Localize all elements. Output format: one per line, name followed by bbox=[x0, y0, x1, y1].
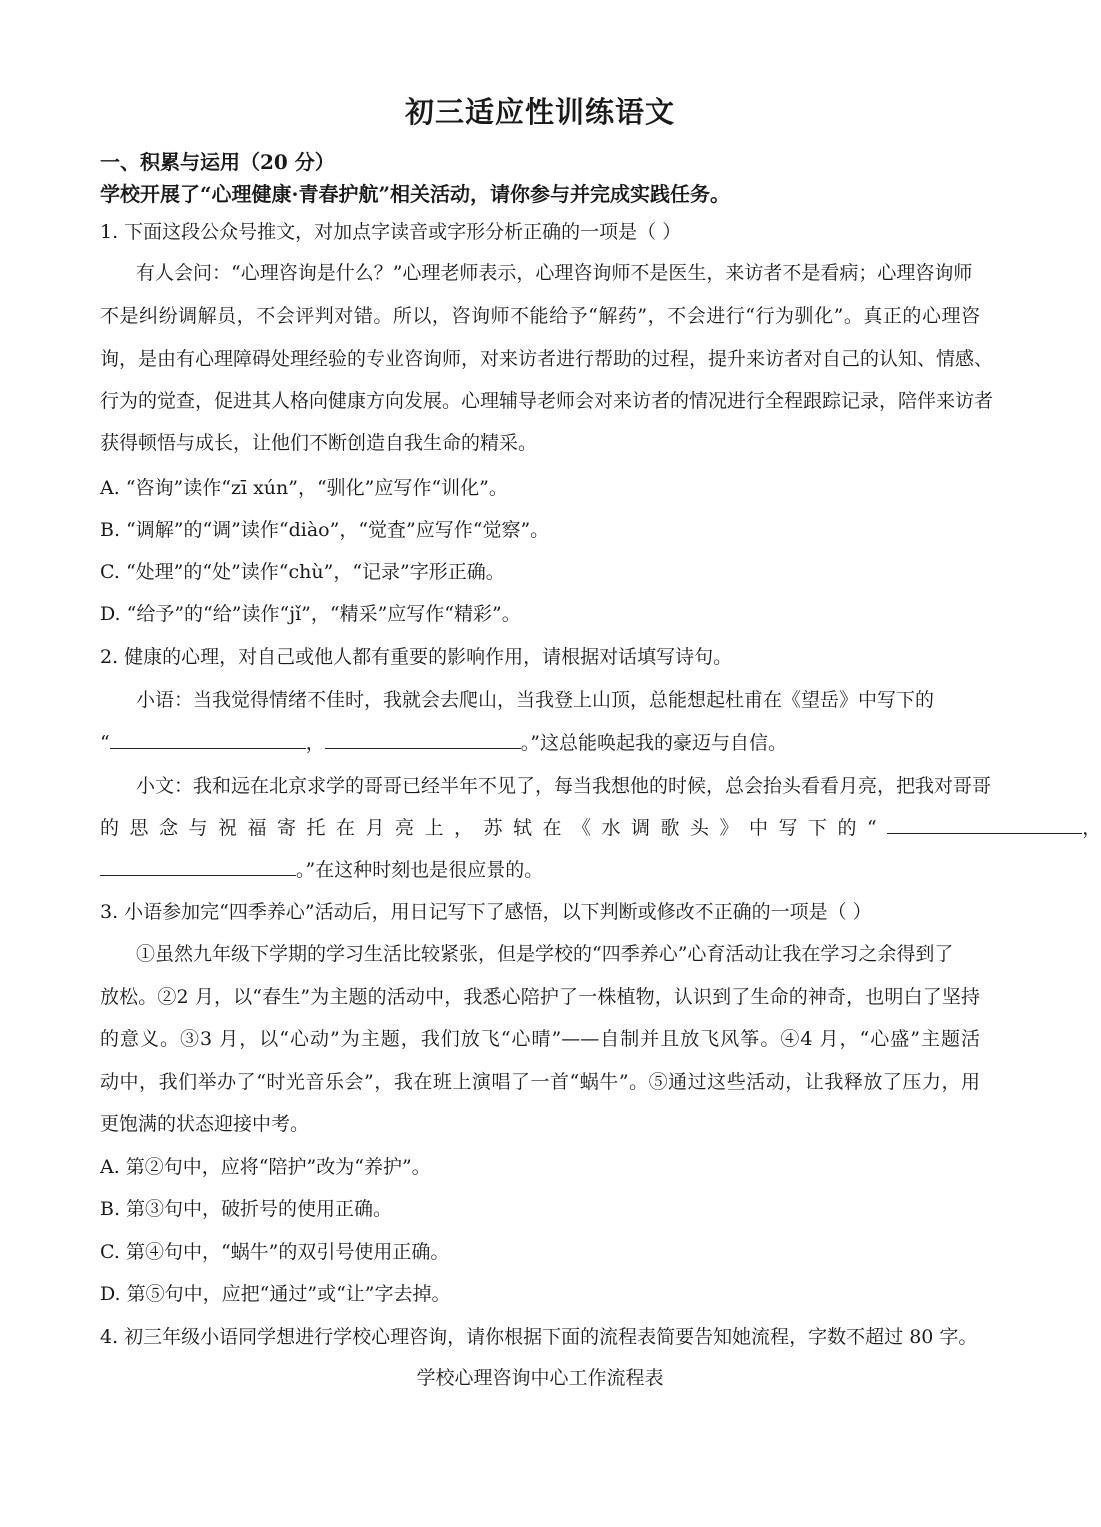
q1-passage-line: 有人会问：“心理咨询是什么？”心理老师表示，心理咨询师不是医生，来访者不是看病；心理咨询师 bbox=[136, 262, 973, 284]
line-end: 。”这总能唤起我的豪迈与自信。 bbox=[520, 732, 787, 754]
table-caption: 学校心理咨询中心工作流程表 bbox=[416, 1367, 664, 1389]
q3-passage-line: 放松。②2 月，以“春生”为主题的活动中，我悉心陪护了一株植物，认识到了生命的神奇，也明白了坚持 bbox=[100, 986, 980, 1008]
q1-passage-line: 不是纠纷调解员，不会评判对错。所以，咨询师不能给予“解药”，不会进行“行为驯化”。真正的心理咨 bbox=[100, 305, 980, 327]
q3-passage-line: ①虽然九年级下学期的学习生活比较紧张，但是学校的“四季养心”心育活动让我在学习之余得到了 bbox=[136, 943, 954, 965]
q1-option-b: B. “调解”的“调”读作“diào”，“觉査”应写作“觉察”。 bbox=[100, 519, 550, 541]
comma: ， bbox=[1082, 817, 1101, 839]
q4-stem: 4. 初三年级小语同学想进行学校心理咨询，请你根据下面的流程表简要告知她流程，字数不超过 80 字。 bbox=[100, 1326, 978, 1348]
q1-option-c: C. “处理”的“处”读作“chù”，“记录”字形正确。 bbox=[100, 561, 505, 583]
q3-option-d: D. 第⑤句中，应把“通过”或“让”字去掉。 bbox=[100, 1283, 451, 1305]
q3-stem: 3. 小语参加完“四季养心”活动后，用日记写下了感悟，以下判断或修改不正确的一项是（ ） bbox=[100, 901, 872, 923]
q3-option-b: B. 第③句中，破折号的使用正确。 bbox=[100, 1198, 393, 1220]
activity-intro: 学校开展了“心理健康·青春护航”相关活动，请你参与并完成实践任务。 bbox=[100, 182, 730, 206]
section-heading: 一、积累与运用（20 分） bbox=[100, 150, 335, 174]
q3-passage-line: 的意义。③3 月，以“心动”为主题，我们放飞“心晴”——自制并且放飞风筝。④4 月，“心盛”主题活 bbox=[100, 1028, 980, 1050]
q1-passage-line: 获得顿悟与成长，让他们不断创造自我生命的精采。 bbox=[100, 432, 538, 454]
q1-option-a: A. “咨询”读作“zī xún”，“驯化”应写作“训化”。 bbox=[100, 477, 508, 499]
answer-blank-2[interactable] bbox=[325, 730, 521, 749]
q2-xiaoyu-line: 小语：当我觉得情绪不佳时，我就会去爬山，当我登上山顶，总能想起杜甫在《望岳》中写下的 bbox=[136, 689, 935, 711]
quote-open: “ bbox=[100, 732, 110, 754]
xiaowen-text: 的思念与祝福寄托在月亮上，苏轼在《水调歌头》中写下的“ bbox=[100, 817, 888, 839]
answer-blank-3[interactable] bbox=[887, 815, 1082, 834]
q1-passage-line: 询，是由有心理障碍处理经验的专业咨询师，对来访者进行帮助的过程，提升来访者对自己的认知、情感、 bbox=[100, 348, 994, 370]
q3-option-c: C. 第④句中，“蜗牛”的双引号使用正确。 bbox=[100, 1241, 450, 1263]
q1-option-d: D. “给予”的“给”读作“jǐ”，“精采”应写作“精彩”。 bbox=[100, 603, 521, 625]
comma: ， bbox=[305, 732, 325, 754]
page-title: 初三适应性训练语文 bbox=[404, 95, 675, 129]
line-end: 。”在这种时刻也是很应景的。 bbox=[296, 859, 544, 881]
q2-xiaowen-fill-line bbox=[100, 813, 1101, 840]
q2-stem: 2. 健康的心理，对自己或他人都有重要的影响作用，请根据对话填写诗句。 bbox=[100, 646, 733, 668]
q2-xiaowen-end-line bbox=[100, 855, 543, 882]
q3-passage-line: 更饱满的状态迎接中考。 bbox=[100, 1113, 310, 1135]
q3-option-a: A. 第②句中，应将“陪护”改为“养护”。 bbox=[100, 1156, 431, 1178]
answer-blank-4[interactable] bbox=[100, 857, 296, 876]
q1-passage-line: 行为的觉查，促进其人格向健康方向发展。心理辅导老师会对来访者的情况进行全程跟踪记录，陪伴来访者 bbox=[100, 390, 994, 412]
q3-passage-line: 动中，我们举办了“时光音乐会”，我在班上演唱了一首“蜗牛”。⑤通过这些活动，让我释放了压力，用 bbox=[100, 1071, 980, 1093]
q2-xiaoyu-fill-line bbox=[100, 728, 787, 755]
q1-stem: 1. 下面这段公众号推文，对加点字读音或字形分析正确的一项是（ ） bbox=[100, 221, 682, 243]
q2-xiaowen-line: 小文：我和远在北京求学的哥哥已经半年不见了，每当我想他的时候，总会抬头看看月亮，把我对哥哥 bbox=[136, 775, 992, 797]
answer-blank-1[interactable] bbox=[110, 730, 306, 749]
